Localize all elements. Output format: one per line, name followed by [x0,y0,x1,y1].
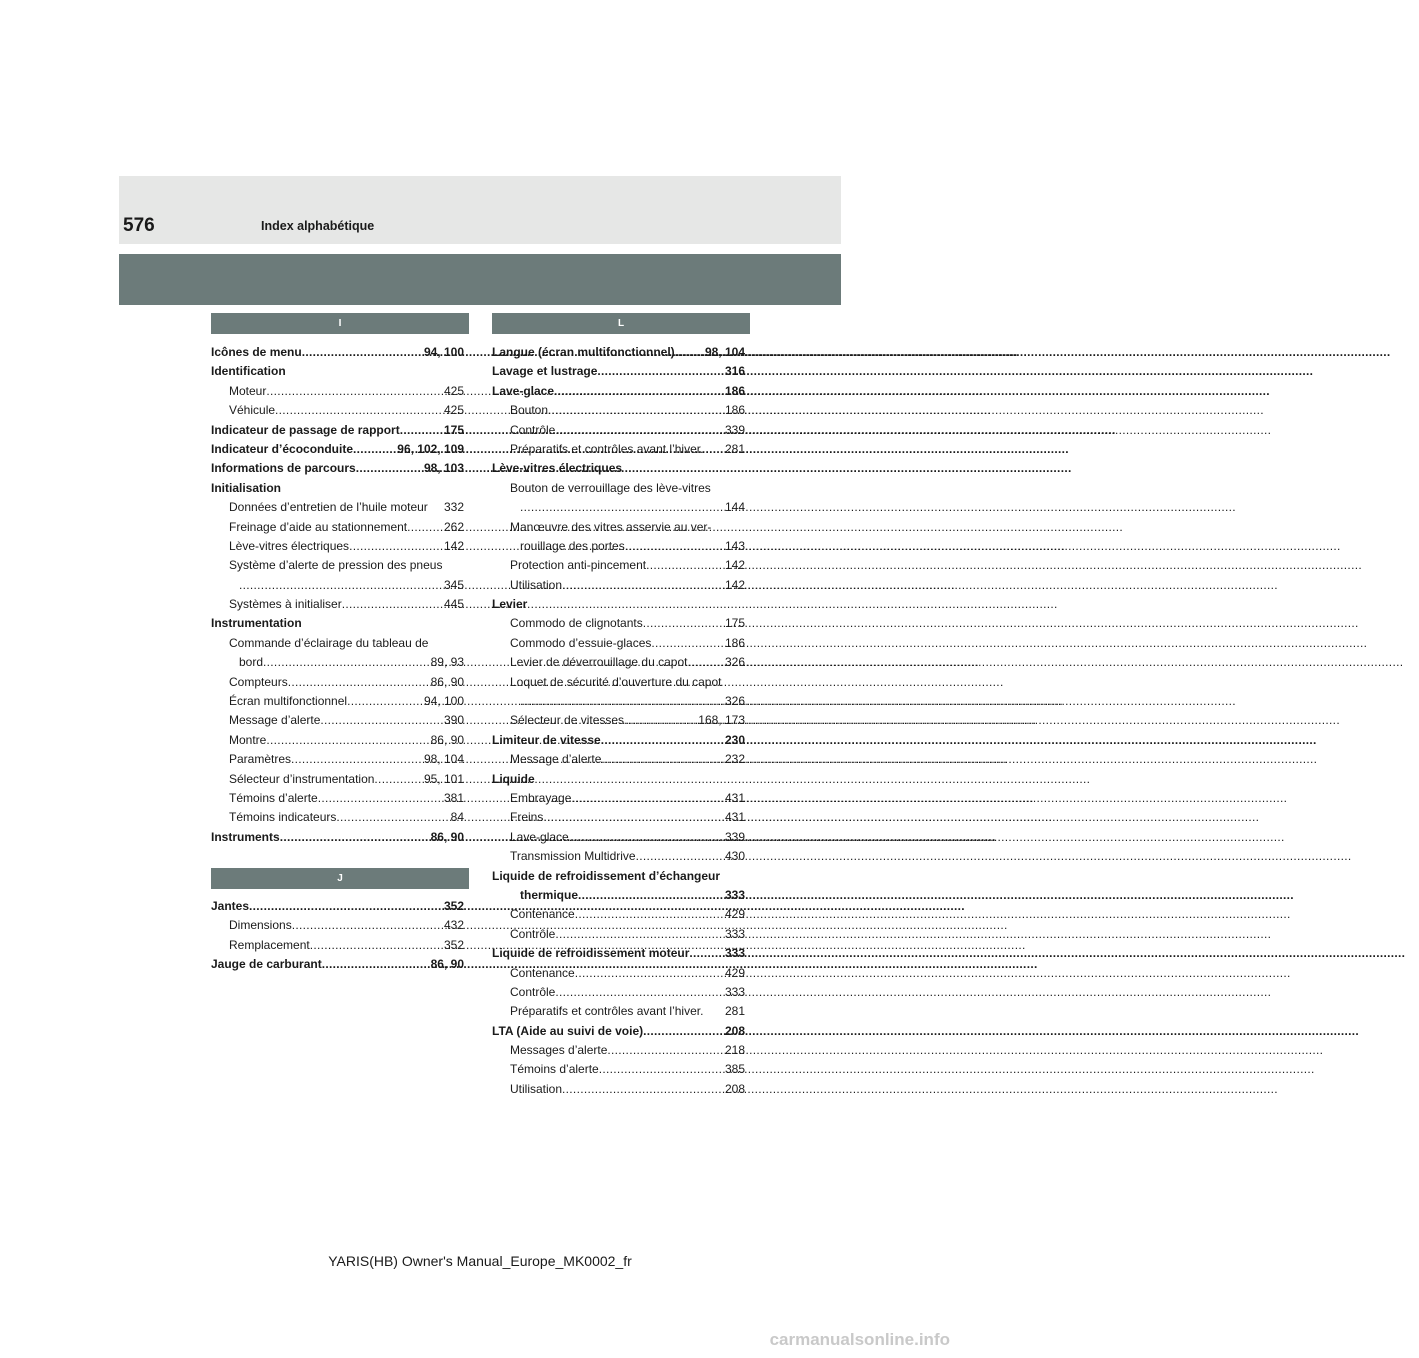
leader-dots [374,770,424,789]
index-entry-label: Témoins d’alerte [229,790,318,805]
index-entry-page: 175 [724,616,745,631]
index-entry-page: 86, 90 [430,957,464,972]
index-entry-page: 208 [724,1023,745,1038]
index-entry [492,362,745,381]
index-entry [492,886,745,905]
leader-dots [266,731,430,750]
index-entry [211,936,464,955]
index-entry-page: 186 [724,383,745,398]
leader-dots [266,382,444,401]
index-entry-label: Contrôle [510,422,556,437]
index-entry-page: 143 [724,538,745,553]
index-entry-page: 175 [443,422,464,437]
index-entry [492,750,745,769]
index-entry-label: Dimensions [229,918,292,933]
leader-dots [239,576,444,595]
leader-dots [555,983,725,1002]
leader-dots [349,537,444,556]
index-entry-label: Initialisation [211,480,282,495]
section-header-l: L [492,313,750,334]
leader-dots [555,925,725,944]
index-entry-page: 339 [724,422,745,437]
index-entry-page: 333 [724,984,745,999]
index-entry-label: Instruments [211,829,280,844]
index-entry-page: 142 [443,538,464,553]
index-entry-label: Sélecteur de vitesses [510,713,625,728]
leader-dots [548,401,725,420]
index-entry-page: 316 [724,364,745,379]
index-entry [211,556,464,575]
index-entry-page: 425 [443,383,464,398]
index-entry-page: 98, 104 [423,752,464,767]
index-entry [492,847,745,866]
index-entry [492,1022,745,1041]
leader-dots [643,1022,725,1041]
index-entry-page: 230 [724,732,745,747]
index-entry [211,440,464,459]
leader-dots [554,382,725,401]
index-entry-label: Liquide de refroidissement d’échangeur [492,868,721,883]
index-entry [492,479,745,498]
index-entry-label: bord [239,655,264,670]
index-entry-page: 339 [724,829,745,844]
index-entry-page: 84 [450,810,464,825]
index-entry-page: 445 [443,597,464,612]
index-entry-page: 326 [724,655,745,670]
index-entry-label: Contrôle [510,926,556,941]
leader-dots [520,692,725,711]
leader-dots [263,653,431,672]
index-entry-page: 345 [443,577,464,592]
index-entry-label: Messages d’alerte [510,1043,608,1058]
index-entry-page: 208 [724,1081,745,1096]
leader-dots [310,936,444,955]
index-entry-page: 429 [724,907,745,922]
index-entry [492,459,745,478]
index-entry [211,770,464,789]
leader-dots [356,459,424,478]
index-entry-label: Contenance [510,965,575,980]
leader-dots [302,343,424,362]
leader-dots [689,944,725,963]
index-entry-label: Liquide [492,771,535,786]
index-entry-label: Bouton [510,403,549,418]
index-entry [492,731,745,750]
index-entry-label: Freinage d’aide au stationnement [229,519,408,534]
index-entry-label: Lève-vitres électriques [492,461,623,476]
leader-dots [624,711,698,730]
index-entry [211,808,464,827]
index-entry-label: Lave-glace [510,829,569,844]
index-entry-label: Moteur [229,383,267,398]
index-entry-page: 390 [443,713,464,728]
index-entry-label: Utilisation [510,1081,563,1096]
index-entry [492,770,745,789]
index-entry-label: Manœuvre des vitres asservie au ver- [510,519,712,534]
page-title: Index alphabétique [261,219,375,233]
leader-dots [291,750,424,769]
index-entry-label: Commodo d’essuie-glaces [510,635,652,650]
leader-dots [353,440,397,459]
index-entry-page: 95, 101 [423,771,464,786]
section-header-j: J [211,868,469,889]
index-entry [492,343,745,362]
index-column-i [211,343,464,847]
leader-dots [569,828,725,847]
leader-dots [625,537,725,556]
index-entry-page: 98, 103 [423,461,464,476]
index-entry-page: 333 [724,887,745,902]
index-entry-label: Témoins d’alerte [510,1062,599,1077]
index-entry [211,382,464,401]
index-entry [492,614,745,633]
index-entry [211,479,464,498]
index-entry [492,498,745,517]
index-entry-page: 218 [724,1043,745,1058]
index-entry [211,343,464,362]
header-band [119,176,841,244]
index-entry-page: 333 [724,946,745,961]
index-entry [211,711,464,730]
index-entry-label: Données d’entretien de l’huile moteur [229,500,428,515]
index-entry-label: Système d’alerte de pression des pneus [229,558,443,573]
index-entry-label: Contenance [510,907,575,922]
index-entry-label: rouillage des portes [520,538,625,553]
leader-dots [347,692,424,711]
index-entry-page: 430 [724,849,745,864]
index-entry [211,897,464,916]
leader-dots [643,614,725,633]
index-entry-page: 142 [724,577,745,592]
index-entry [492,556,745,575]
index-entry-page: 86, 90 [430,732,464,747]
index-entry-label: Limiteur de vitesse [492,732,601,747]
index-entry [211,362,464,381]
index-entry-page: 94, 100 [423,694,464,709]
index-entry [492,382,745,401]
index-column-j [211,897,464,975]
index-entry [492,828,745,847]
index-entry-page: 385 [724,1062,745,1077]
leader-dots [601,731,725,750]
index-entry-label: Préparatifs et contrôles avant l’hiver. [510,441,704,456]
index-entry [211,789,464,808]
index-entry [492,595,745,614]
index-entry-label: Jauge de carburant [211,957,322,972]
leader-dots [400,421,444,440]
index-entry [211,955,464,974]
index-entry [211,916,464,935]
index-entry-page: 86, 90 [430,829,464,844]
leader-dots [651,634,725,653]
index-entry-label: Témoins indicateurs [229,810,337,825]
index-entry-label: Protection anti-pincement [510,558,647,573]
index-entry-page: 431 [724,810,745,825]
leader-dots [578,886,725,905]
index-entry-label: Lavage et lustrage [492,364,598,379]
index-entry-label: Lève-vitres électriques [229,538,350,553]
index-entry-label: Loquet de sécurité d’ouverture du capot [510,674,722,689]
index-entry-label: Bouton de verrouillage des lève-vitres [510,480,711,495]
leader-dots [280,828,431,847]
index-entry [211,673,464,692]
leader-dots [275,401,444,420]
index-entry [492,1080,745,1099]
index-entry [492,983,745,1002]
index-entry [211,595,464,614]
leader-dots [636,847,725,866]
index-entry-label: Indicateur de passage de rapport [211,422,400,437]
index-entry-page: 144 [724,500,745,515]
index-entry-page: 431 [724,790,745,805]
index-entry-page: 429 [724,965,745,980]
index-entry-label: Commodo de clignotants [510,616,643,631]
leader-dots [575,964,725,983]
leader-dots [288,673,431,692]
index-entry-label: Sélecteur d’instrumentation [229,771,375,786]
index-entry-page: 332 [443,500,464,515]
index-entry-label: Systèmes à initialiser [229,597,342,612]
leader-dots [543,808,725,827]
index-entry [211,653,464,672]
index-entry [492,1041,745,1060]
index-entry [211,576,464,595]
index-entry [492,867,745,886]
index-entry-label: Langue (écran multifonctionnel) [492,345,675,359]
leader-dots [571,789,725,808]
leader-dots [318,789,444,808]
index-entry-page: 86, 90 [430,674,464,689]
index-entry [211,518,464,537]
leader-dots [320,711,444,730]
leader-dots [575,905,725,924]
index-entry-page: 352 [443,937,464,952]
page-number: 576 [123,215,155,236]
index-entry-label: Compteurs [229,674,288,689]
leader-dots [562,1080,725,1099]
leader-dots [407,518,444,537]
index-entry-page: 432 [443,918,464,933]
index-entry-label: Embrayage [510,790,572,805]
index-entry-page: 168, 173 [698,713,745,728]
index-entry [492,537,745,556]
index-entry [492,401,745,420]
leader-dots [607,1041,725,1060]
index-entry [211,498,464,517]
index-entry [211,421,464,440]
index-entry-label: Écran multifonctionnel [229,694,348,709]
leader-dots [555,421,725,440]
index-entry-page: 98, 104 [704,345,745,359]
index-column-l [492,343,745,1099]
index-entry-page: 232 [724,752,745,767]
index-entry-label: Liquide de refroidissement moteur [492,946,690,961]
index-entry [211,692,464,711]
index-entry [492,634,745,653]
index-entry-label: Lave-glace [492,383,555,398]
index-entry-label: Identification [211,364,286,379]
leader-dots [562,576,725,595]
index-entry [492,1002,745,1021]
watermark: carmanualsonline.info [769,1330,950,1349]
index-entry [492,653,745,672]
index-entry-page: 186 [724,635,745,650]
leader-dots [597,362,725,381]
header-dark-band [119,254,841,305]
index-entry-page: 94, 100 [423,345,464,359]
index-entry [211,828,464,847]
index-entry-label: Freins [510,810,544,825]
index-entry [492,905,745,924]
leader-dots [599,1060,725,1079]
leader-dots [249,897,444,916]
leader-dots [687,653,725,672]
index-entry-label: Message d’alerte [229,713,321,728]
index-entry [211,731,464,750]
index-entry [492,692,745,711]
index-entry [492,711,745,730]
index-entry-label: Message d’alerte [510,752,602,767]
index-entry-label: Levier [492,597,528,612]
index-entry-page: 326 [724,694,745,709]
index-entry [492,576,745,595]
index-entry [211,401,464,420]
index-entry-page: 333 [724,926,745,941]
index-entry [492,440,745,459]
index-entry-page: 381 [443,790,464,805]
index-entry-label: Informations de parcours [211,461,356,476]
leader-dots [292,916,444,935]
index-entry-label: Icônes de menu [211,345,302,359]
index-entry [492,673,745,692]
index-entry-page: 425 [443,403,464,418]
index-entry [492,964,745,983]
index-entry [492,518,745,537]
index-entry-label: LTA (Aide au suivi de voie) [492,1023,644,1038]
index-entry-label: Paramètres [229,752,292,767]
index-entry-page: 89, 93 [430,655,464,670]
leader-dots [601,750,725,769]
index-entry-label: Indicateur d’écoconduite [211,441,354,456]
index-entry-page: 281 [724,441,745,456]
index-entry-page: 186 [724,403,745,418]
index-entry-label: Contrôle [510,984,556,999]
index-entry-page: 96, 102, 109 [397,441,464,456]
index-entry [211,750,464,769]
index-entry-label: thermique [520,887,579,902]
leader-dots [520,498,725,517]
leader-dots [336,808,450,827]
index-entry-label: Remplacement [229,937,310,952]
index-entry-label: Levier de déverrouillage du capot [510,655,688,670]
index-entry [492,1060,745,1079]
index-entry [211,614,464,633]
index-entry [211,459,464,478]
index-entry [492,944,745,963]
index-entry-page: 142 [724,558,745,573]
section-header-i: I [211,313,469,334]
index-entry-label: Préparatifs et contrôles avant l’hiver. [510,1004,704,1019]
leader-dots [322,955,431,974]
footer-manual-id: YARIS(HB) Owner's Manual_Europe_MK0002_fr [328,1253,632,1269]
leader-dots [675,343,705,362]
index-entry-label: Instrumentation [211,616,302,631]
index-entry [492,808,745,827]
index-entry-label: Véhicule [229,403,276,418]
index-entry-label: Transmission Multidrive [510,849,636,864]
index-entry-page: 262 [443,519,464,534]
index-entry [492,925,745,944]
index-entry-label: Jantes [211,899,250,913]
index-entry [211,537,464,556]
leader-dots [646,556,725,575]
index-entry [492,789,745,808]
index-entry [492,421,745,440]
leader-dots [342,595,444,614]
index-entry-label: Commande d’éclairage du tableau de [229,635,429,650]
index-entry-label: Utilisation [510,577,563,592]
index-entry-label: Montre [229,732,267,747]
index-entry [211,634,464,653]
index-entry-page: 352 [443,899,464,913]
index-entry-page: 281 [724,1004,745,1019]
